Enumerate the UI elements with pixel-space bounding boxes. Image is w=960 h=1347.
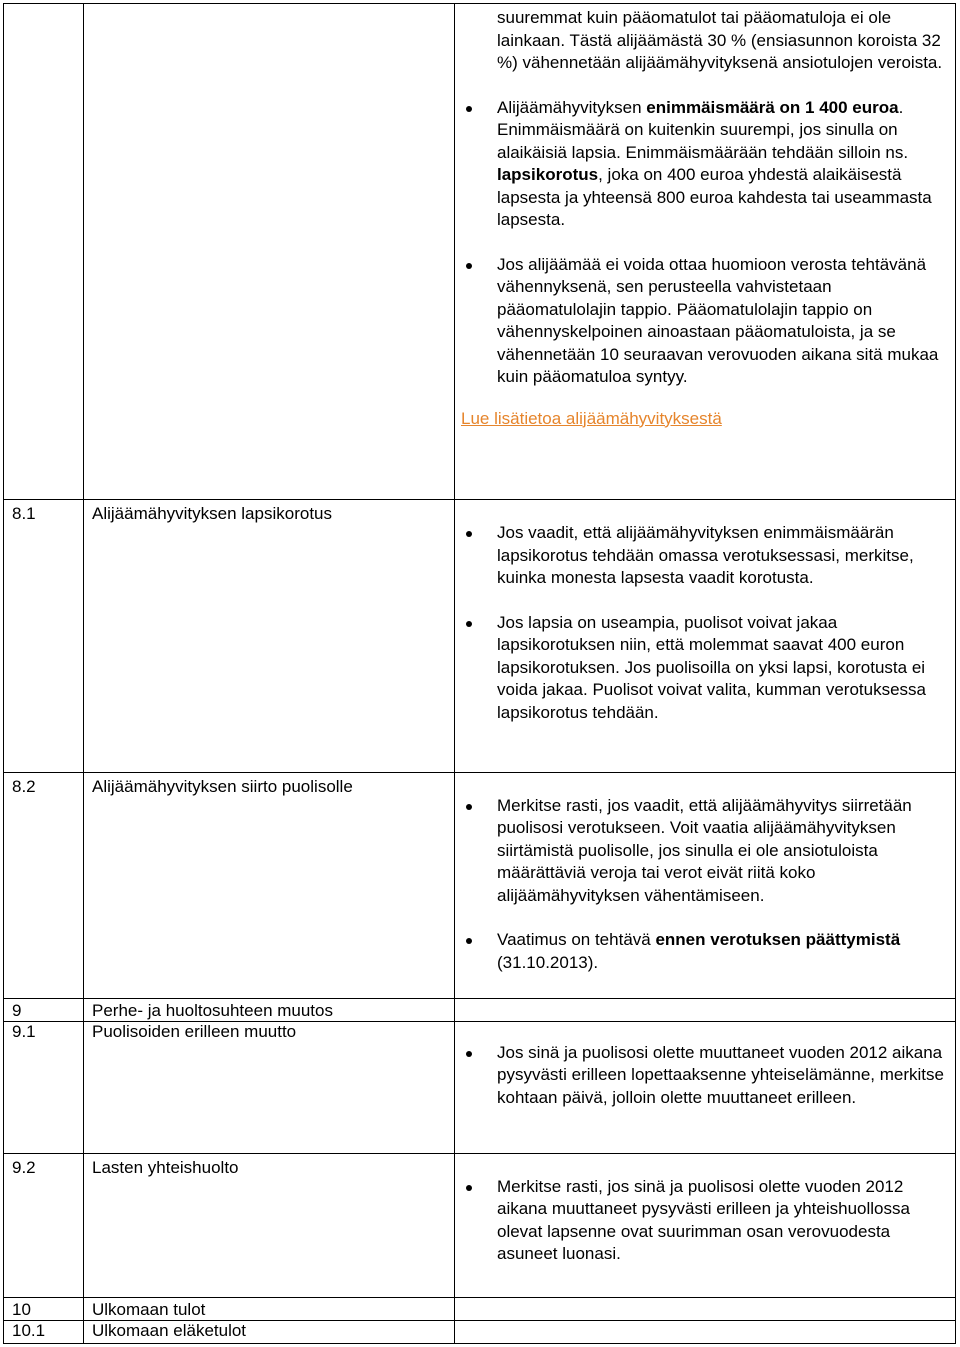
list-item: Merkitse rasti, jos vaadit, että alijäämähyvitys siirretään puolisosi verotukseen. Voit vaatia alijäämähyvityksen siirtämistä puolisolle, jos sinulla ei ole ansiotuloista määrättäviä veroja tai verot eivät riitä koko alijäämähyvityksen vähentämiseen.: [455, 795, 955, 908]
bullet-list: [455, 97, 955, 389]
section-body: [455, 500, 956, 772]
table-row: [4, 500, 956, 772]
section-title: Lasten yhteishuolto: [84, 1153, 455, 1297]
list-item: Vaatimus on tehtävä ennen verotuksen päättymistä (31.10.2013).: [455, 929, 955, 974]
list-item: Merkitse rasti, jos sinä ja puolisosi olette vuoden 2012 aikana muuttaneet pysyvästi erilleen ja yhteishuollossa olevat lapsenne ovat suurimman osan verovuodesta asuneet luonasi.: [455, 1176, 955, 1266]
instructions-table: [3, 3, 956, 1344]
list-item: Jos vaadit, että alijäämähyvityksen enimmäismäärän lapsikorotus tehdään omassa verotuksessasi, merkitse, kuinka monesta lapsesta vaadit korotusta.: [455, 522, 955, 590]
section-number: 9.2: [4, 1153, 84, 1297]
table-row: [4, 4, 956, 500]
empty-cell: [455, 1320, 956, 1343]
table-row: [4, 1320, 956, 1343]
section-title: Perhe- ja huoltosuhteen muutos: [84, 998, 455, 1021]
section-number: 10: [4, 1297, 84, 1320]
table-row: [4, 1021, 956, 1153]
section-body: [455, 1021, 956, 1153]
section-number: 9.1: [4, 1021, 84, 1153]
list-item: Jos lapsia on useampia, puolisot voivat jakaa lapsikorotuksen niin, että molemmat saavat 400 euron lapsikorotuksen. Jos puolisoilla on yksi lapsi, korotusta ei voida jakaa. Puolisot voivat valita, kumman verotuksessa lapsikorotus tehdään.: [455, 612, 955, 725]
section-number: 9: [4, 998, 84, 1021]
table-row: [4, 998, 956, 1021]
section-title: Ulkomaan tulot: [84, 1297, 455, 1320]
read-more-link[interactable]: Lue lisätietoa alijäämähyvityksestä: [461, 408, 722, 428]
table-row: [4, 1297, 956, 1320]
bullet-icon: [466, 106, 472, 112]
empty-cell: [84, 4, 455, 500]
section-number: 8.1: [4, 500, 84, 772]
alijaama-info-cell: [455, 4, 956, 500]
empty-cell: [455, 1297, 956, 1320]
section-number: 8.2: [4, 772, 84, 998]
section-body: [455, 772, 956, 998]
bullet-icon: [466, 1185, 472, 1191]
bullet-icon: [466, 1051, 472, 1057]
bullet-list: [455, 1176, 955, 1266]
bullet-list: [455, 1042, 955, 1110]
table-row: [4, 772, 956, 998]
intro-paragraph: suuremmat kuin pääomatulot tai pääomatuloja ei ole lainkaan. Tästä alijäämästä 30 % (ensiasunnon koroista 32 %) vähennetään alijäämähyvityksenä ansiotulojen veroista.: [497, 8, 943, 72]
list-item: Alijäämähyvityksen enimmäismäärä on 1 400 euroa. Enimmäismäärä on kuitenkin suurempi, jos sinulla on alaikäisiä lapsia. Enimmäismäärään tehdään silloin ns. lapsikorotus, joka on 400 euroa yhdestä alaikäisestä lapsesta ja yhteensä 800 euroa kahdesta tai useammasta lapsesta.: [455, 97, 955, 232]
empty-cell: [4, 4, 84, 500]
bullet-icon: [466, 621, 472, 627]
table-row: [4, 1153, 956, 1297]
bullet-icon: [466, 804, 472, 810]
section-title: Ulkomaan eläketulot: [84, 1320, 455, 1343]
bullet-list: [455, 795, 955, 975]
bullet-icon: [466, 531, 472, 537]
list-item: Jos alijäämää ei voida ottaa huomioon verosta tehtävänä vähennyksenä, sen perusteella vahvistetaan pääomatulolajin tappio. Pääomatulolajin tappio on vähennyskelpoinen ainoastaan pääomatuloista, ja se vähennetään 10 seuraavan verovuoden aikana sitä mukaa kuin pääomatuloa syntyy.: [455, 254, 955, 389]
section-title: Alijäämähyvityksen lapsikorotus: [84, 500, 455, 772]
bullet-icon: [466, 263, 472, 269]
bullet-list: [455, 522, 955, 724]
section-title: Puolisoiden erilleen muutto: [84, 1021, 455, 1153]
list-item: Jos sinä ja puolisosi olette muuttaneet vuoden 2012 aikana pysyvästi erilleen lopettaaksenne yhteiselämänne, merkitse kohtaan päivä, jolloin olette muuttaneet erilleen.: [455, 1042, 955, 1110]
section-body: [455, 1153, 956, 1297]
bullet-icon: [466, 938, 472, 944]
empty-cell: [455, 998, 956, 1021]
section-number: 10.1: [4, 1320, 84, 1343]
section-title: Alijäämähyvityksen siirto puolisolle: [84, 772, 455, 998]
